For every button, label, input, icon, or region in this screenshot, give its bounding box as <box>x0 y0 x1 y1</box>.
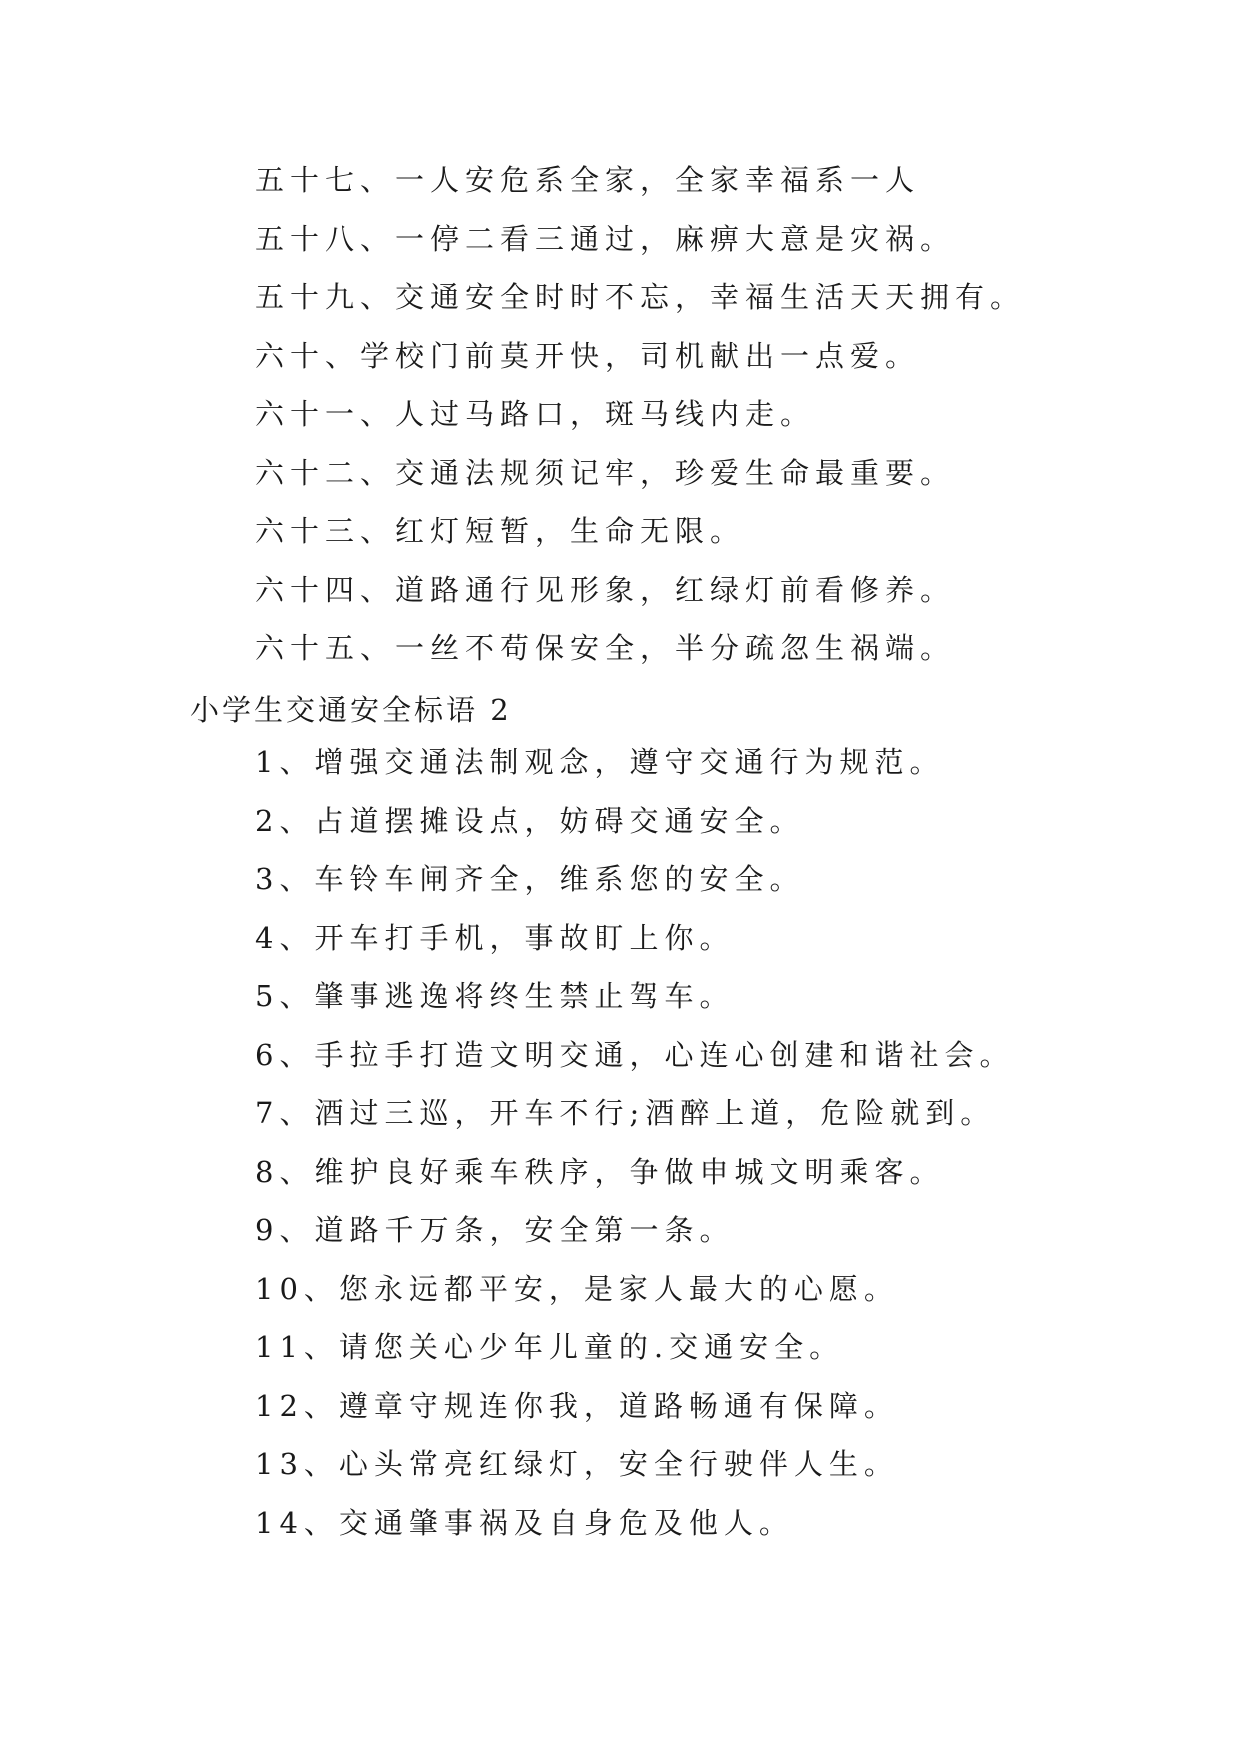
slogan-line: 六十四、道路通行见形象，红绿灯前看修养。 <box>255 572 956 607</box>
slogan-list-section-2 <box>0 742 1241 1561</box>
slogan-line: 3、车铃车闸齐全，维系您的安全。 <box>255 862 805 896</box>
slogan-list-continued <box>0 160 1241 687</box>
section-heading: 小学生交通安全标语 2 <box>190 693 512 727</box>
slogan-line: 11、请您关心少年儿童的.交通安全。 <box>255 1330 845 1364</box>
slogan-line: 12、遵章守规连你我，道路畅通有保障。 <box>255 1388 899 1423</box>
slogan-line: 13、心头常亮红绿灯，安全行驶伴人生。 <box>255 1447 899 1481</box>
slogan-line: 2、占道摆摊设点，妨碍交通安全。 <box>255 803 805 838</box>
slogan-line: 六十五、一丝不苟保安全，半分疏忽生祸端。 <box>255 631 956 665</box>
slogan-line: 8、维护良好乘车秩序，争做申城文明乘客。 <box>255 1154 945 1189</box>
slogan-line: 五十八、一停二看三通过，麻痹大意是灾祸。 <box>255 221 956 256</box>
slogan-line: 10、您永远都平安，是家人最大的心愿。 <box>255 1271 899 1306</box>
slogan-line: 5、肇事逃逸将终生禁止驾车。 <box>255 979 735 1013</box>
slogan-line: 7、酒过三巡，开车不行;酒醉上道，危险就到。 <box>255 1096 996 1130</box>
slogan-line: 六十三、红灯短暂，生命无限。 <box>255 514 746 548</box>
slogan-line: 14、交通肇事祸及自身危及他人。 <box>255 1505 794 1540</box>
slogan-line: 4、开车打手机，事故盯上你。 <box>255 920 735 955</box>
slogan-line: 六十、学校门前莫开快，司机献出一点爱。 <box>255 338 921 373</box>
slogan-line: 9、道路千万条，安全第一条。 <box>255 1213 735 1247</box>
slogan-line: 五十九、交通安全时时不忘，幸福生活天天拥有。 <box>255 280 1026 314</box>
slogan-line: 六十二、交通法规须记牢，珍爱生命最重要。 <box>255 455 956 490</box>
slogan-line: 6、手拉手打造文明交通，心连心创建和谐社会。 <box>255 1037 1015 1072</box>
slogan-line: 六十一、人过马路口，斑马线内走。 <box>255 397 816 431</box>
slogan-line: 五十七、一人安危系全家，全家幸福系一人 <box>255 163 921 197</box>
slogan-line: 1、增强交通法制观念，遵守交通行为规范。 <box>255 745 945 779</box>
